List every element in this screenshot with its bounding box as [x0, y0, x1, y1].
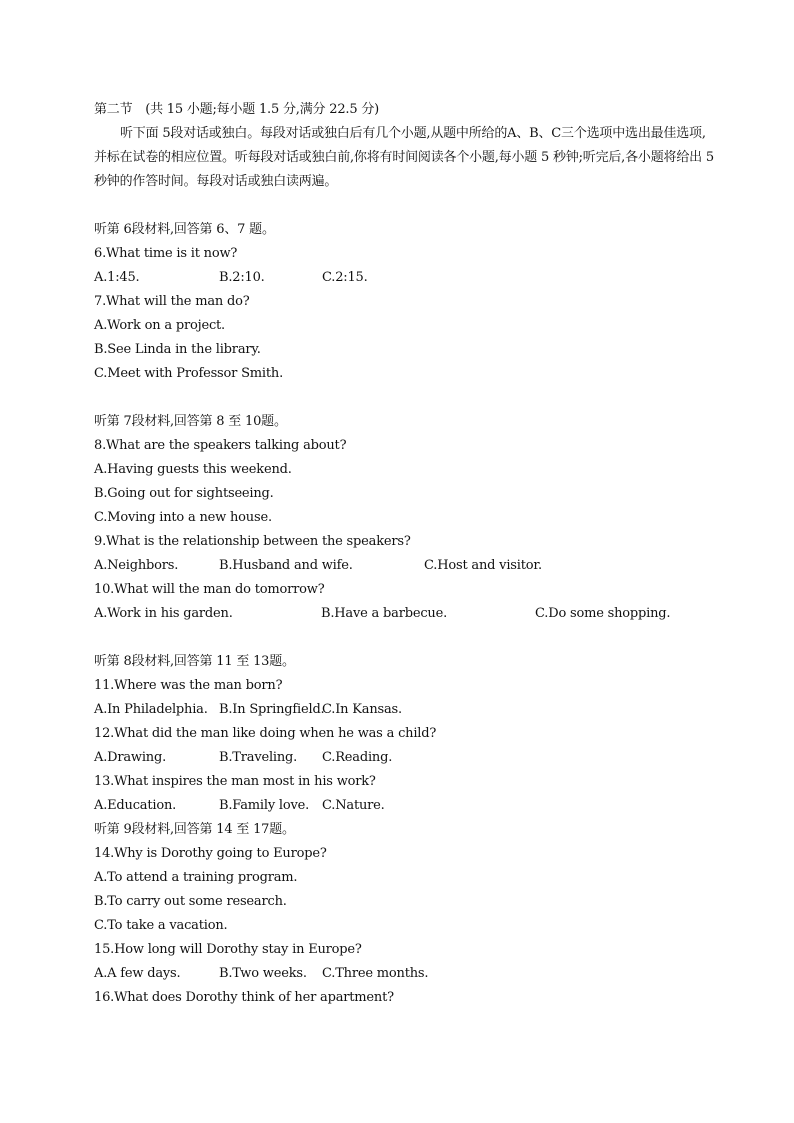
instructions-paragraph: 听下面 5段对话或独白。每段对话或独白后有几个小题,从题中所给的A、B、C三个选项中选出最佳选项,并标在试卷的相应位置。听每段对话或独白前,你将有时间阅读各个小题,每小题 5 秒钟;听完后,各小题将给出 5 秒钟的作答时间。每段对话或独白读两遍。: [94, 126, 714, 189]
option-c: C.Meet with Professor Smith.: [94, 366, 284, 381]
question-6: 6.What time is it now?: [94, 246, 238, 261]
question-12: 12.What did the man like doing when he was a child?: [94, 726, 437, 741]
spacer: [94, 194, 714, 218]
group-heading: 听第 6段材料,回答第 6、7 题。: [94, 222, 275, 237]
option-a: A.Drawing.: [94, 750, 167, 765]
option-c: C.Moving into a new house.: [94, 510, 272, 525]
option-a: A.Education.: [94, 798, 177, 813]
question-13: 13.What inspires the man most in his work?: [94, 774, 376, 789]
option-a: A.Work in his garden.: [94, 606, 233, 621]
option-b: B.Going out for sightseeing.: [94, 486, 274, 501]
exam-page: [94, 98, 714, 1010]
group-heading: 听第 7段材料,回答第 8 至 10题。: [94, 414, 287, 429]
option-c: C.Reading.: [322, 750, 393, 765]
option-a: A.Neighbors.: [94, 558, 179, 573]
question-16: 16.What does Dorothy think of her apartment?: [94, 990, 394, 1005]
option-b: B.2:10.: [219, 270, 265, 285]
option-c: C.Do some shopping.: [535, 606, 671, 621]
question-11-options: [94, 698, 714, 722]
question-12-options: [94, 746, 714, 770]
spacer: [94, 386, 714, 410]
question-13-options: [94, 794, 714, 818]
option-b: B.Husband and wife.: [219, 558, 353, 573]
option-b: B.Family love.: [219, 798, 310, 813]
spacer: [94, 626, 714, 650]
section-header: 第二节 (共 15 小题;每小题 1.5 分,满分 22.5 分): [94, 102, 380, 117]
option-b: B.See Linda in the library.: [94, 342, 261, 357]
option-a: A.1:45.: [94, 270, 140, 285]
question-6-options: [94, 266, 714, 290]
option-c: C.In Kansas.: [322, 702, 402, 717]
option-b: B.In Springfield.: [219, 702, 325, 717]
group-heading: 听第 8段材料,回答第 11 至 13题。: [94, 654, 295, 669]
question-11: 11.Where was the man born?: [94, 678, 283, 693]
question-9-options: [94, 554, 714, 578]
option-a: A.A few days.: [94, 966, 181, 981]
option-c: C.Three months.: [322, 966, 429, 981]
option-a: A.To attend a training program.: [94, 870, 298, 885]
question-10: 10.What will the man do tomorrow?: [94, 582, 325, 597]
option-b: B.Have a barbecue.: [321, 606, 448, 621]
option-b: B.Traveling.: [219, 750, 298, 765]
option-b: B.Two weeks.: [219, 966, 307, 981]
question-9: 9.What is the relationship between the speakers?: [94, 534, 411, 549]
option-c: C.Nature.: [322, 798, 385, 813]
option-c: C.To take a vacation.: [94, 918, 228, 933]
option-c: C.2:15.: [322, 270, 368, 285]
group-heading: 听第 9段材料,回答第 14 至 17题。: [94, 822, 295, 837]
question-7: 7.What will the man do?: [94, 294, 250, 309]
question-15: 15.How long will Dorothy stay in Europe?: [94, 942, 362, 957]
option-b: B.To carry out some research.: [94, 894, 287, 909]
option-a: A.Work on a project.: [94, 318, 225, 333]
option-a: A.Having guests this weekend.: [94, 462, 292, 477]
option-a: A.In Philadelphia.: [94, 702, 208, 717]
question-10-options: [94, 602, 714, 626]
option-c: C.Host and visitor.: [424, 558, 542, 573]
question-8: 8.What are the speakers talking about?: [94, 438, 347, 453]
question-14: 14.Why is Dorothy going to Europe?: [94, 846, 327, 861]
question-15-options: [94, 962, 714, 986]
